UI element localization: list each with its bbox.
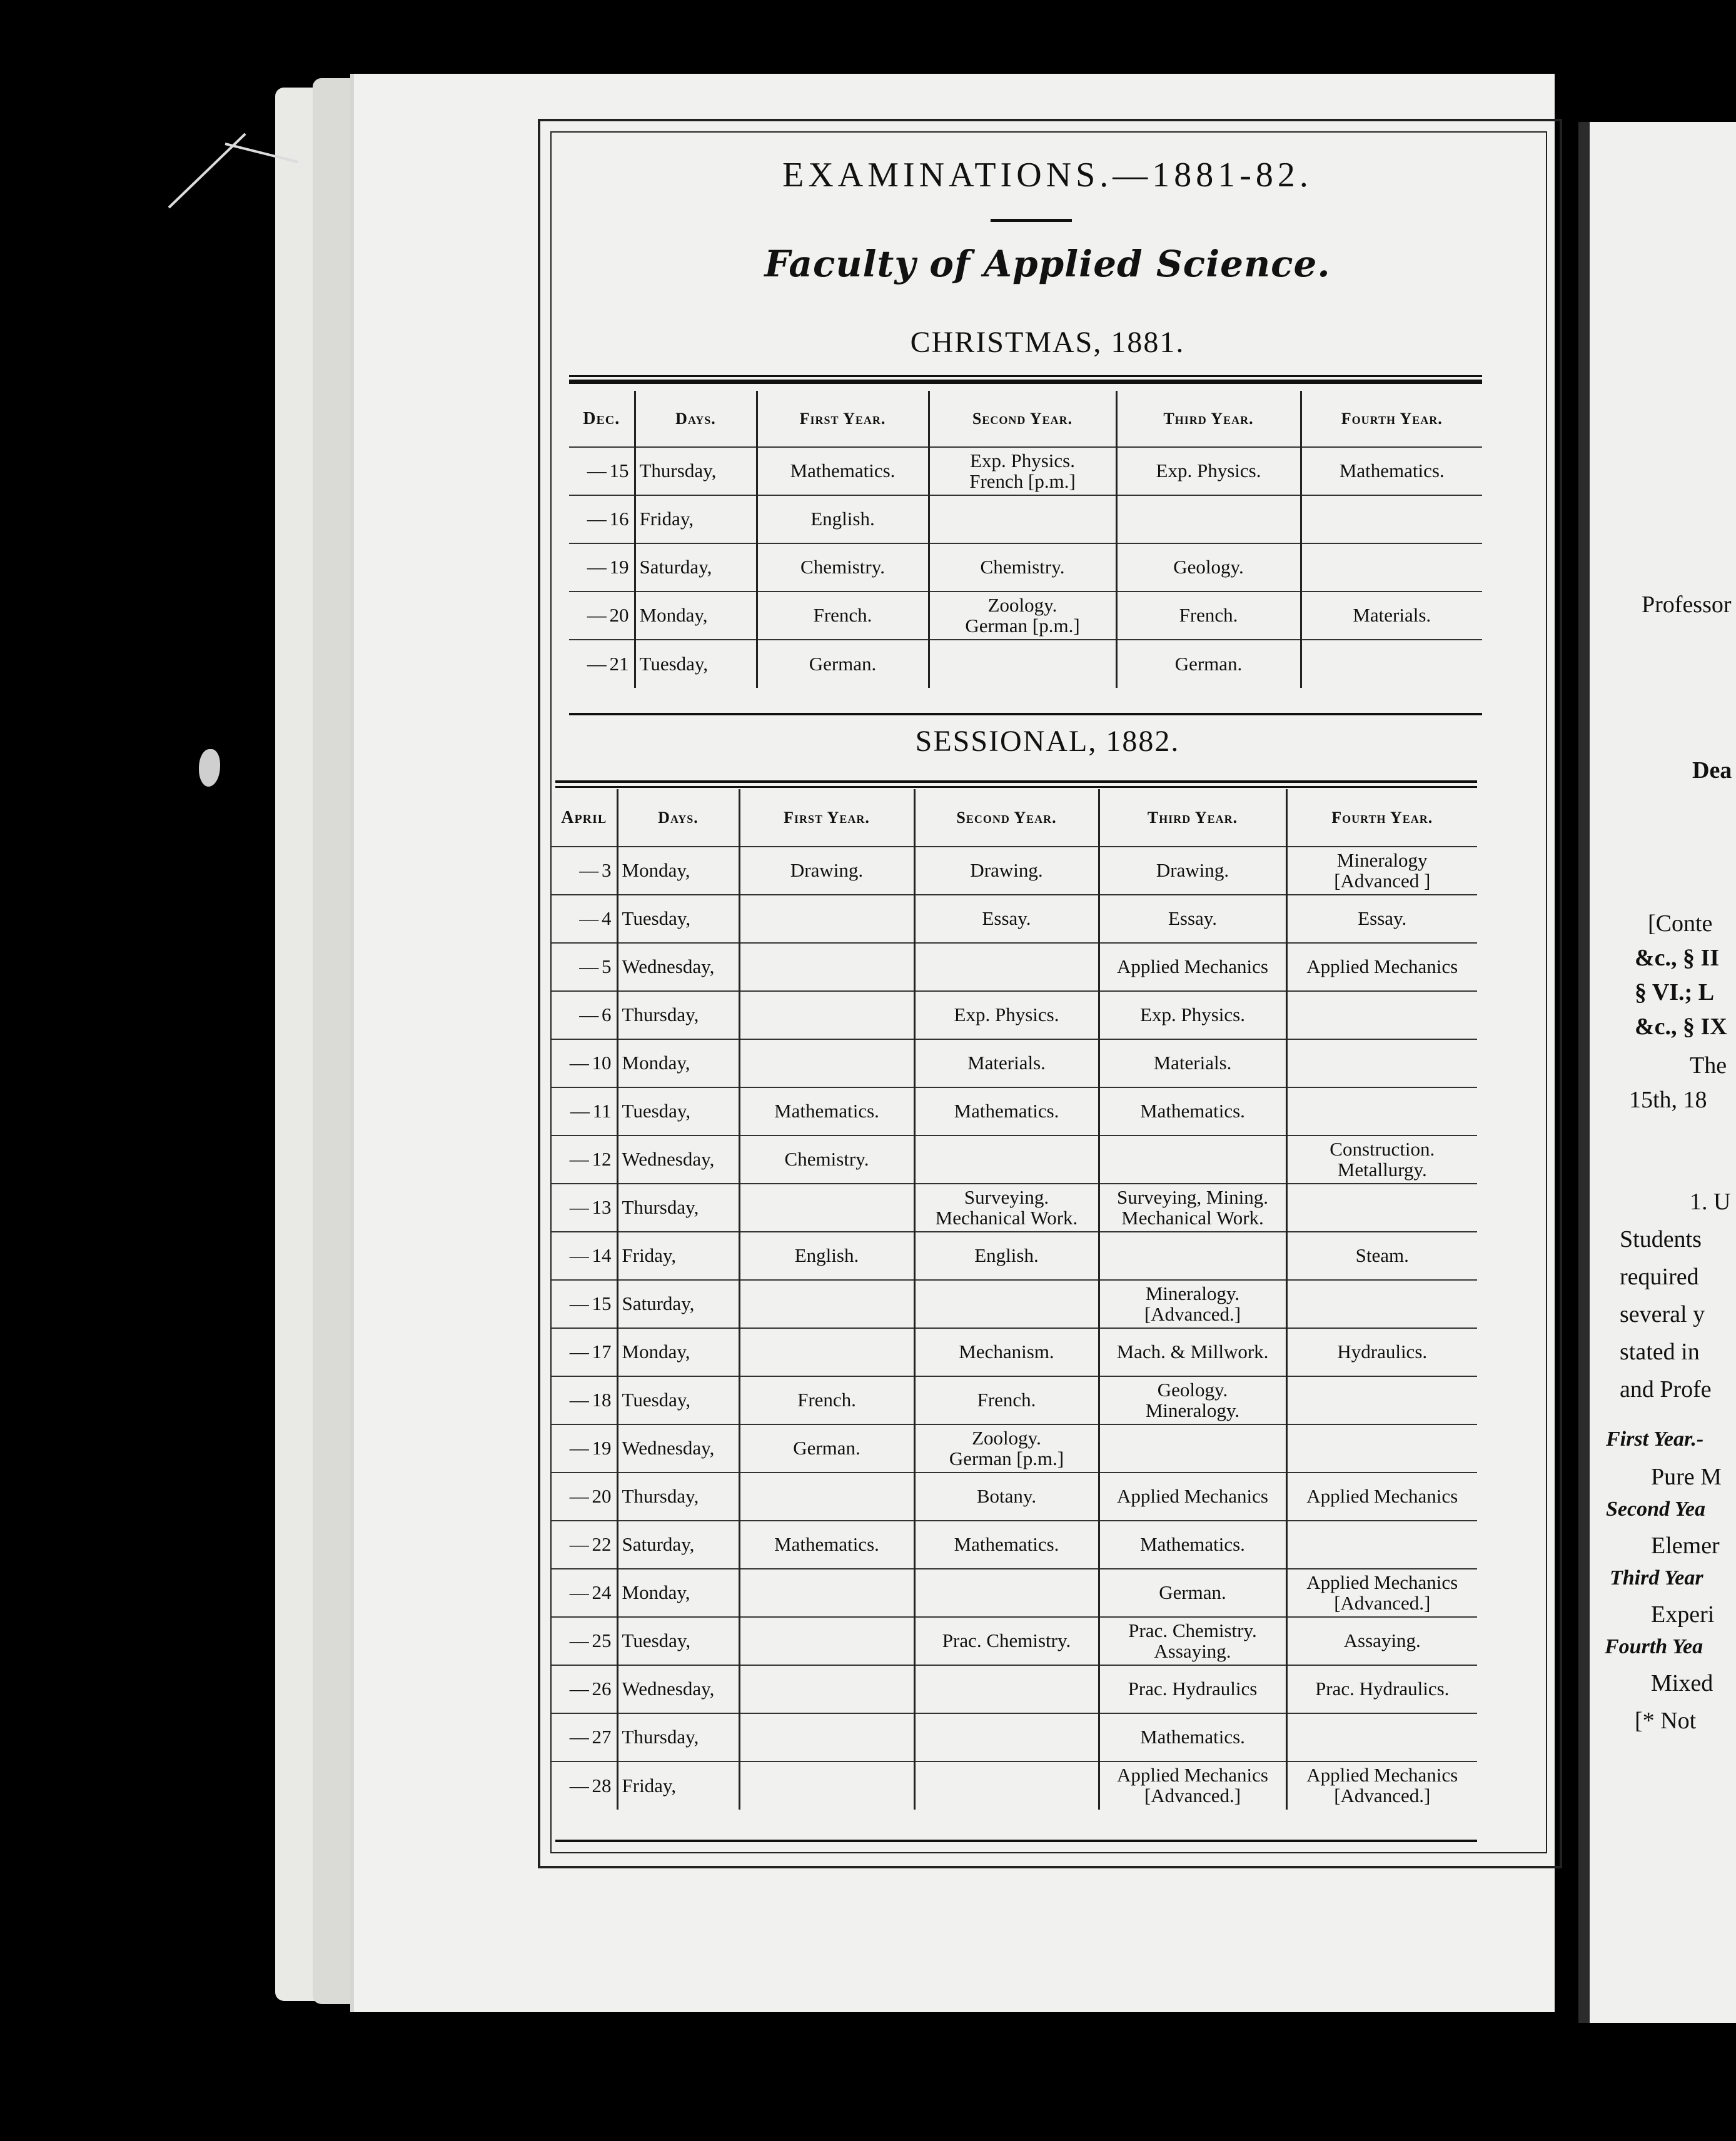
second-year-cell: Essay.: [914, 895, 1099, 943]
second-year-cell: [914, 1569, 1099, 1617]
fourth-year-cell: Applied Mechanics: [1286, 1473, 1477, 1521]
day-cell: Tuesday,: [617, 1617, 739, 1665]
day-cell: Saturday,: [635, 543, 757, 592]
day-cell: Friday,: [617, 1761, 739, 1810]
right-page-line: stated in: [1620, 1339, 1700, 1365]
day-cell: Saturday,: [617, 1521, 739, 1569]
third-year-cell: Exp. Physics.: [1099, 991, 1286, 1039]
day-cell: Wednesday,: [617, 943, 739, 991]
date-cell: — 18: [552, 1376, 617, 1424]
first-year-cell: Mathematics.: [739, 1521, 914, 1569]
sessional-bottom-rule: [555, 1840, 1477, 1842]
day-cell: Wednesday,: [617, 1136, 739, 1184]
fourth-year-cell: Essay.: [1286, 895, 1477, 943]
header-third-year: Third Year.: [1116, 391, 1301, 447]
day-cell: Thursday,: [617, 991, 739, 1039]
third-year-cell: Geology. Mineralogy.: [1099, 1376, 1286, 1424]
header-fourth-year: Fourth Year.: [1301, 391, 1482, 447]
sessional-table: [552, 789, 1477, 1810]
second-year-cell: [929, 495, 1116, 543]
table-row: [552, 1761, 1477, 1810]
christmas-top-rule-thick: [569, 380, 1482, 384]
table-row: [552, 1473, 1477, 1521]
right-page-line: First Year.-: [1606, 1428, 1704, 1451]
table-row: [552, 895, 1477, 943]
header-first-year: First Year.: [757, 391, 929, 447]
second-year-cell: Surveying. Mechanical Work.: [914, 1184, 1099, 1232]
date-cell: — 21: [569, 640, 635, 688]
date-dash: —: [587, 508, 607, 530]
right-page-line: 1. U: [1690, 1189, 1731, 1215]
table-row: [569, 447, 1482, 495]
date-dash: —: [587, 556, 607, 578]
date-dash: —: [569, 1485, 589, 1508]
second-year-cell: Botany.: [914, 1473, 1099, 1521]
fourth-year-cell: [1286, 1713, 1477, 1761]
day-cell: Tuesday,: [617, 895, 739, 943]
second-year-cell: Exp. Physics. French [p.m.]: [929, 447, 1116, 495]
fourth-year-cell: Construction. Metallurgy.: [1286, 1136, 1477, 1184]
second-year-cell: Zoology. German [p.m.]: [914, 1424, 1099, 1473]
first-year-cell: Drawing.: [739, 847, 914, 895]
day-cell: Saturday,: [617, 1280, 739, 1328]
day-cell: Monday,: [635, 592, 757, 640]
day-cell: Tuesday,: [635, 640, 757, 688]
faculty-heading: Faculty of Applied Science.: [764, 243, 1331, 285]
fourth-year-cell: Mathematics.: [1301, 447, 1482, 495]
fourth-year-cell: [1286, 1424, 1477, 1473]
header-fourth-year: Fourth Year.: [1286, 789, 1477, 847]
right-page-line: Third Year: [1610, 1566, 1703, 1589]
table-row: [552, 1136, 1477, 1184]
right-page-line: Elemer: [1651, 1533, 1720, 1559]
first-year-cell: [739, 991, 914, 1039]
day-cell: Friday,: [635, 495, 757, 543]
first-year-cell: French.: [757, 592, 929, 640]
first-year-cell: English.: [739, 1232, 914, 1280]
date-dash: —: [569, 1341, 589, 1363]
date-dash: —: [569, 1148, 589, 1171]
table-row: [552, 1039, 1477, 1087]
date-cell: — 19: [569, 543, 635, 592]
second-year-cell: French.: [914, 1376, 1099, 1424]
fourth-year-cell: [1301, 640, 1482, 688]
first-year-cell: [739, 1713, 914, 1761]
second-year-cell: Zoology. German [p.m.]: [929, 592, 1116, 640]
date-cell: — 14: [552, 1232, 617, 1280]
date-cell: — 15: [569, 447, 635, 495]
day-cell: Wednesday,: [617, 1665, 739, 1713]
date-dash: —: [569, 1389, 589, 1411]
first-year-cell: [739, 1665, 914, 1713]
third-year-cell: Materials.: [1099, 1039, 1286, 1087]
date-dash: —: [569, 1533, 589, 1556]
christmas-table: [569, 391, 1482, 688]
header-days: Days.: [617, 789, 739, 847]
right-page-line: &c., § II: [1635, 945, 1720, 971]
first-year-cell: [739, 1617, 914, 1665]
third-year-cell: German.: [1099, 1569, 1286, 1617]
first-year-cell: [739, 1761, 914, 1810]
table-row: [552, 847, 1477, 895]
right-page-line: 15th, 18: [1629, 1087, 1707, 1113]
third-year-cell: Geology.: [1116, 543, 1301, 592]
second-year-cell: Materials.: [914, 1039, 1099, 1087]
third-year-cell: Prac. Hydraulics: [1099, 1665, 1286, 1713]
header-month: Dec.: [583, 408, 620, 428]
first-year-cell: Mathematics.: [757, 447, 929, 495]
first-year-cell: [739, 895, 914, 943]
second-year-cell: Mechanism.: [914, 1328, 1099, 1376]
date-cell: — 4: [552, 895, 617, 943]
right-page-line: Fourth Yea: [1605, 1635, 1703, 1658]
day-cell: Monday,: [617, 1328, 739, 1376]
date-cell: — 25: [552, 1617, 617, 1665]
second-year-cell: English.: [914, 1232, 1099, 1280]
fourth-year-cell: [1286, 1521, 1477, 1569]
third-year-cell: Mach. & Millwork.: [1099, 1328, 1286, 1376]
date-cell: — 27: [552, 1713, 617, 1761]
fourth-year-cell: Materials.: [1301, 592, 1482, 640]
day-cell: Thursday,: [617, 1713, 739, 1761]
first-year-cell: [739, 1473, 914, 1521]
right-page-line: Mixed: [1651, 1670, 1713, 1696]
second-year-cell: Mathematics.: [914, 1521, 1099, 1569]
date-cell: — 20: [569, 592, 635, 640]
first-year-cell: Chemistry.: [757, 543, 929, 592]
first-year-cell: Mathematics.: [739, 1087, 914, 1136]
right-page-line: &c., § IX: [1635, 1014, 1727, 1040]
first-year-cell: [739, 943, 914, 991]
header-third-year: Third Year.: [1099, 789, 1286, 847]
right-page-line: Experi: [1651, 1601, 1715, 1628]
sessional-top-rule-2: [555, 786, 1477, 788]
table-row: [552, 1713, 1477, 1761]
date-cell: — 16: [569, 495, 635, 543]
table-row: [552, 991, 1477, 1039]
first-year-cell: French.: [739, 1376, 914, 1424]
date-dash: —: [579, 1004, 599, 1026]
day-cell: Monday,: [617, 1569, 739, 1617]
date-cell: — 5: [552, 943, 617, 991]
second-year-cell: [914, 1136, 1099, 1184]
christmas-top-rule: [569, 375, 1482, 377]
date-dash: —: [579, 859, 599, 882]
right-page-line: § VI.; L: [1635, 979, 1715, 1005]
date-dash: —: [569, 1774, 589, 1796]
date-dash: —: [569, 1196, 589, 1219]
table-row: [552, 1665, 1477, 1713]
fourth-year-cell: [1286, 1184, 1477, 1232]
third-year-cell: Exp. Physics.: [1116, 447, 1301, 495]
second-year-cell: [914, 943, 1099, 991]
table-row: [569, 640, 1482, 688]
date-dash: —: [587, 652, 607, 675]
ink-blot: [199, 749, 220, 787]
fourth-year-cell: Hydraulics.: [1286, 1328, 1477, 1376]
second-year-cell: [914, 1761, 1099, 1810]
second-year-cell: [914, 1280, 1099, 1328]
date-cell: — 19: [552, 1424, 617, 1473]
first-year-cell: [739, 1280, 914, 1328]
second-year-cell: [929, 640, 1116, 688]
third-year-cell: Drawing.: [1099, 847, 1286, 895]
table-row: [569, 543, 1482, 592]
date-cell: — 20: [552, 1473, 617, 1521]
fourth-year-cell: [1286, 1376, 1477, 1424]
date-cell: — 3: [552, 847, 617, 895]
fourth-year-cell: [1286, 991, 1477, 1039]
table-row: [552, 1087, 1477, 1136]
fourth-year-cell: Steam.: [1286, 1232, 1477, 1280]
right-page-line: Pure M: [1651, 1464, 1722, 1490]
day-cell: Tuesday,: [617, 1087, 739, 1136]
page-title: EXAMINATIONS.—1881-82.: [782, 156, 1313, 194]
table-row: [552, 1521, 1477, 1569]
table-row: [569, 592, 1482, 640]
day-cell: Thursday,: [617, 1473, 739, 1521]
fourth-year-cell: Applied Mechanics [Advanced.]: [1286, 1761, 1477, 1810]
date-cell: — 17: [552, 1328, 617, 1376]
date-cell: — 15: [552, 1280, 617, 1328]
table-row: [569, 495, 1482, 543]
second-year-cell: Exp. Physics.: [914, 991, 1099, 1039]
date-dash: —: [569, 1726, 589, 1748]
third-year-cell: Mathematics.: [1099, 1713, 1286, 1761]
fourth-year-cell: [1301, 495, 1482, 543]
right-page-line: [* Not: [1635, 1708, 1697, 1734]
date-dash: —: [587, 460, 607, 482]
day-cell: Monday,: [617, 847, 739, 895]
day-cell: Friday,: [617, 1232, 739, 1280]
third-year-cell: [1116, 495, 1301, 543]
day-cell: Tuesday,: [617, 1376, 739, 1424]
third-year-cell: French.: [1116, 592, 1301, 640]
table-row: [552, 1280, 1477, 1328]
date-dash: —: [569, 1292, 589, 1315]
right-page-line: Professor: [1642, 592, 1732, 618]
table-row: [552, 1569, 1477, 1617]
title-rule: [991, 219, 1072, 222]
christmas-heading: CHRISTMAS, 1881.: [910, 326, 1185, 359]
day-cell: Wednesday,: [617, 1424, 739, 1473]
date-cell: — 6: [552, 991, 617, 1039]
date-cell: — 10: [552, 1039, 617, 1087]
date-dash: —: [587, 604, 607, 627]
fourth-year-cell: [1286, 1087, 1477, 1136]
third-year-cell: German.: [1116, 640, 1301, 688]
third-year-cell: Mathematics.: [1099, 1521, 1286, 1569]
third-year-cell: [1099, 1232, 1286, 1280]
third-year-cell: Mineralogy. [Advanced.]: [1099, 1280, 1286, 1328]
right-page-line: The: [1690, 1052, 1727, 1079]
date-cell: — 13: [552, 1184, 617, 1232]
sessional-heading: SESSIONAL, 1882.: [915, 725, 1180, 758]
third-year-cell: Mathematics.: [1099, 1087, 1286, 1136]
table-row: [552, 1617, 1477, 1665]
fourth-year-cell: Mineralogy [Advanced ]: [1286, 847, 1477, 895]
table-row: [552, 1232, 1477, 1280]
right-page-line: required: [1620, 1264, 1699, 1290]
date-dash: —: [569, 1244, 589, 1267]
right-page-line: Second Yea: [1606, 1498, 1705, 1521]
first-year-cell: [739, 1184, 914, 1232]
date-cell: — 12: [552, 1136, 617, 1184]
second-year-cell: [914, 1713, 1099, 1761]
header-first-year: First Year.: [739, 789, 914, 847]
date-cell: — 24: [552, 1569, 617, 1617]
fourth-year-cell: Assaying.: [1286, 1617, 1477, 1665]
date-dash: —: [569, 1678, 589, 1700]
date-dash: —: [579, 907, 599, 930]
right-page-line: Students: [1620, 1226, 1702, 1252]
second-year-cell: [914, 1665, 1099, 1713]
first-year-cell: German.: [757, 640, 929, 688]
day-cell: Thursday,: [617, 1184, 739, 1232]
binding-thread: [168, 133, 246, 208]
third-year-cell: [1099, 1424, 1286, 1473]
third-year-cell: Applied Mechanics: [1099, 943, 1286, 991]
third-year-cell: Applied Mechanics: [1099, 1473, 1286, 1521]
day-cell: Thursday,: [635, 447, 757, 495]
fourth-year-cell: [1286, 1280, 1477, 1328]
first-year-cell: [739, 1569, 914, 1617]
date-dash: —: [570, 1100, 590, 1122]
first-year-cell: German.: [739, 1424, 914, 1473]
date-dash: —: [569, 1437, 589, 1459]
right-page-line: Dea: [1692, 757, 1732, 783]
date-cell: — 26: [552, 1665, 617, 1713]
header-second-year: Second Year.: [929, 391, 1116, 447]
third-year-cell: Prac. Chemistry. Assaying.: [1099, 1617, 1286, 1665]
date-dash: —: [569, 1052, 589, 1074]
third-year-cell: Essay.: [1099, 895, 1286, 943]
date-cell: — 28: [552, 1761, 617, 1810]
right-page-line: and Profe: [1620, 1376, 1712, 1403]
fourth-year-cell: Applied Mechanics [Advanced.]: [1286, 1569, 1477, 1617]
fourth-year-cell: Applied Mechanics: [1286, 943, 1477, 991]
christmas-bottom-rule: [569, 713, 1482, 715]
fourth-year-cell: Prac. Hydraulics.: [1286, 1665, 1477, 1713]
table-row: [552, 943, 1477, 991]
third-year-cell: Applied Mechanics [Advanced.]: [1099, 1761, 1286, 1810]
second-year-cell: Mathematics.: [914, 1087, 1099, 1136]
table-row: [552, 1328, 1477, 1376]
second-year-cell: Prac. Chemistry.: [914, 1617, 1099, 1665]
second-year-cell: Drawing.: [914, 847, 1099, 895]
third-year-cell: Surveying, Mining. Mechanical Work.: [1099, 1184, 1286, 1232]
header-second-year: Second Year.: [914, 789, 1099, 847]
fourth-year-cell: [1301, 543, 1482, 592]
third-year-cell: [1099, 1136, 1286, 1184]
date-dash: —: [569, 1630, 589, 1652]
header-month: April: [561, 807, 607, 827]
date-cell: — 22: [552, 1521, 617, 1569]
date-dash: —: [569, 1581, 589, 1604]
sessional-top-rule: [555, 780, 1477, 783]
first-year-cell: English.: [757, 495, 929, 543]
first-year-cell: [739, 1328, 914, 1376]
day-cell: Monday,: [617, 1039, 739, 1087]
first-year-cell: Chemistry.: [739, 1136, 914, 1184]
second-year-cell: Chemistry.: [929, 543, 1116, 592]
right-page-line: several y: [1620, 1301, 1705, 1327]
date-dash: —: [579, 955, 599, 978]
date-cell: — 11: [552, 1087, 617, 1136]
fourth-year-cell: [1286, 1039, 1477, 1087]
right-page-line: [Conte: [1648, 910, 1713, 937]
first-year-cell: [739, 1039, 914, 1087]
table-row: [552, 1376, 1477, 1424]
table-row: [552, 1184, 1477, 1232]
table-row: [552, 1424, 1477, 1473]
header-days: Days.: [635, 391, 757, 447]
